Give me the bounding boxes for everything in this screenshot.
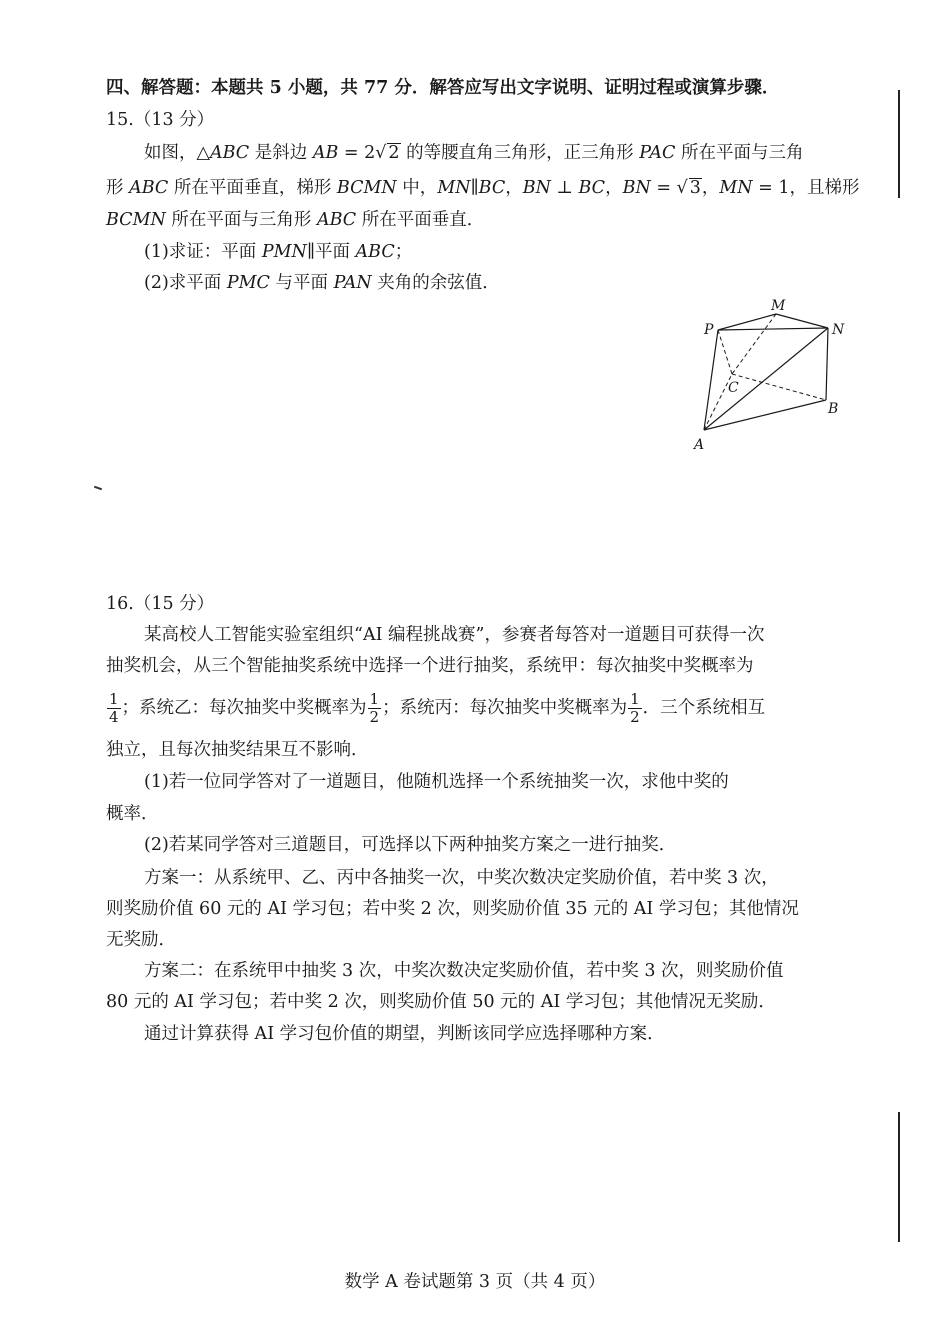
q16-plan1-line-2: 则奖励价值 60 元的 AI 学习包；若中奖 2 次，则奖励价值 35 元的 AI 学习包；其他情况: [106, 899, 799, 919]
sqrt-symbol: √: [676, 178, 688, 198]
margin-mark-top: [898, 90, 900, 198]
fraction-one-quarter: $\frac{1}{4}$: [109, 690, 119, 726]
edge-MC: [732, 314, 776, 374]
q16-conclusion: 通过计算获得 AI 学习包价值的期望，判断该同学应选择哪种方案．: [144, 1024, 665, 1044]
page-footer: 数学 A 卷试题第 3 页（共 4 页）: [344, 1272, 606, 1292]
q15-number: 15.（13 分）: [106, 110, 215, 130]
q16-subquestion-2: (2)若某同学答对三道题目，可选择以下两种抽奖方案之一进行抽奖．: [144, 835, 677, 855]
edge-PM: [718, 314, 776, 330]
q16-subquestion-1-line-2: 概率．: [106, 804, 159, 824]
q16-plan1-line-1: 方案一：从系统甲、乙、丙中各抽奖一次，中奖次数决定奖励价值，若中奖 3 次，: [144, 868, 779, 888]
q16-paragraph-line-1: 某高校人工智能实验室组织“AI 编程挑战赛”，参赛者每答对一道题目可获得一次: [144, 625, 765, 645]
q16-plan2-line-1: 方案二：在系统甲中抽奖 3 次，中奖次数决定奖励价值，若中奖 3 次，则奖励价值: [144, 961, 784, 981]
q16-paragraph-line-2: 抽奖机会，从三个智能抽奖系统中选择一个进行抽奖，系统甲：每次抽奖中奖概率为: [106, 656, 754, 676]
q15-paragraph-line-3: BCMN 所在平面与三角形 ABC 所在平面垂直．: [106, 210, 485, 230]
q15-paragraph-line-2: 形 ABC 所在平面垂直，梯形 BCMN 中，MN∥BC，BN ⊥ BC，BN = √ 3，MN = 1，且梯形: [106, 178, 860, 198]
label-M: M: [771, 298, 786, 314]
label-C: C: [728, 380, 739, 396]
q16-plan1-line-3: 无奖励．: [106, 930, 176, 950]
label-P: P: [704, 322, 714, 338]
q16-paragraph-line-4: 独立，且每次抽奖结果互不影响．: [106, 740, 369, 760]
q15-paragraph-line-1: 如图，△ABC 是斜边 AB = 2√ 2 的等腰直角三角形，正三角形 PAC 所在平面与三角: [144, 143, 804, 163]
q16-subquestion-1-line-1: (1)若一位同学答对了一道题目，他随机选择一个系统抽奖一次，求他中奖的: [144, 772, 729, 792]
geometry-figure: [688, 292, 858, 462]
label-B: B: [828, 401, 839, 417]
fraction-one-half-b: $\frac{1}{2}$: [630, 690, 640, 726]
q16-plan2-line-2: 80 元的 AI 学习包；若中奖 2 次，则奖励价值 50 元的 AI 学习包；其他情况无奖励．: [106, 992, 776, 1012]
q15-subquestion-1: (1)求证：平面 PMN∥平面 ABC；: [144, 242, 413, 262]
edge-PN: [718, 328, 828, 330]
scan-mark: [94, 486, 102, 491]
edge-PC: [718, 330, 732, 374]
q15-subquestion-2: (2)求平面 PMC 与平面 PAN 夹角的余弦值．: [144, 273, 500, 293]
edge-MN: [776, 314, 828, 328]
section-header: 四、解答题：本题共 5 小题，共 77 分．解答应写出文字说明、证明过程或演算步骤．: [106, 78, 780, 98]
margin-mark-bottom: [898, 1112, 900, 1242]
q16-number: 16.（15 分）: [106, 594, 215, 614]
label-N: N: [832, 322, 845, 338]
fraction-one-half-a: $\frac{1}{2}$: [369, 690, 380, 726]
q16-paragraph-line-3: $\frac{1}{4}$ ；系统乙：每次抽奖中奖概率为 $\frac{1}{2}$ ；系统丙：每次抽奖中奖概率为 $\frac{1}{2}$ ．三个系统相互: [109, 690, 766, 726]
edge-NB: [826, 328, 828, 400]
sqrt-symbol: √: [375, 143, 387, 163]
label-A: A: [694, 437, 705, 453]
